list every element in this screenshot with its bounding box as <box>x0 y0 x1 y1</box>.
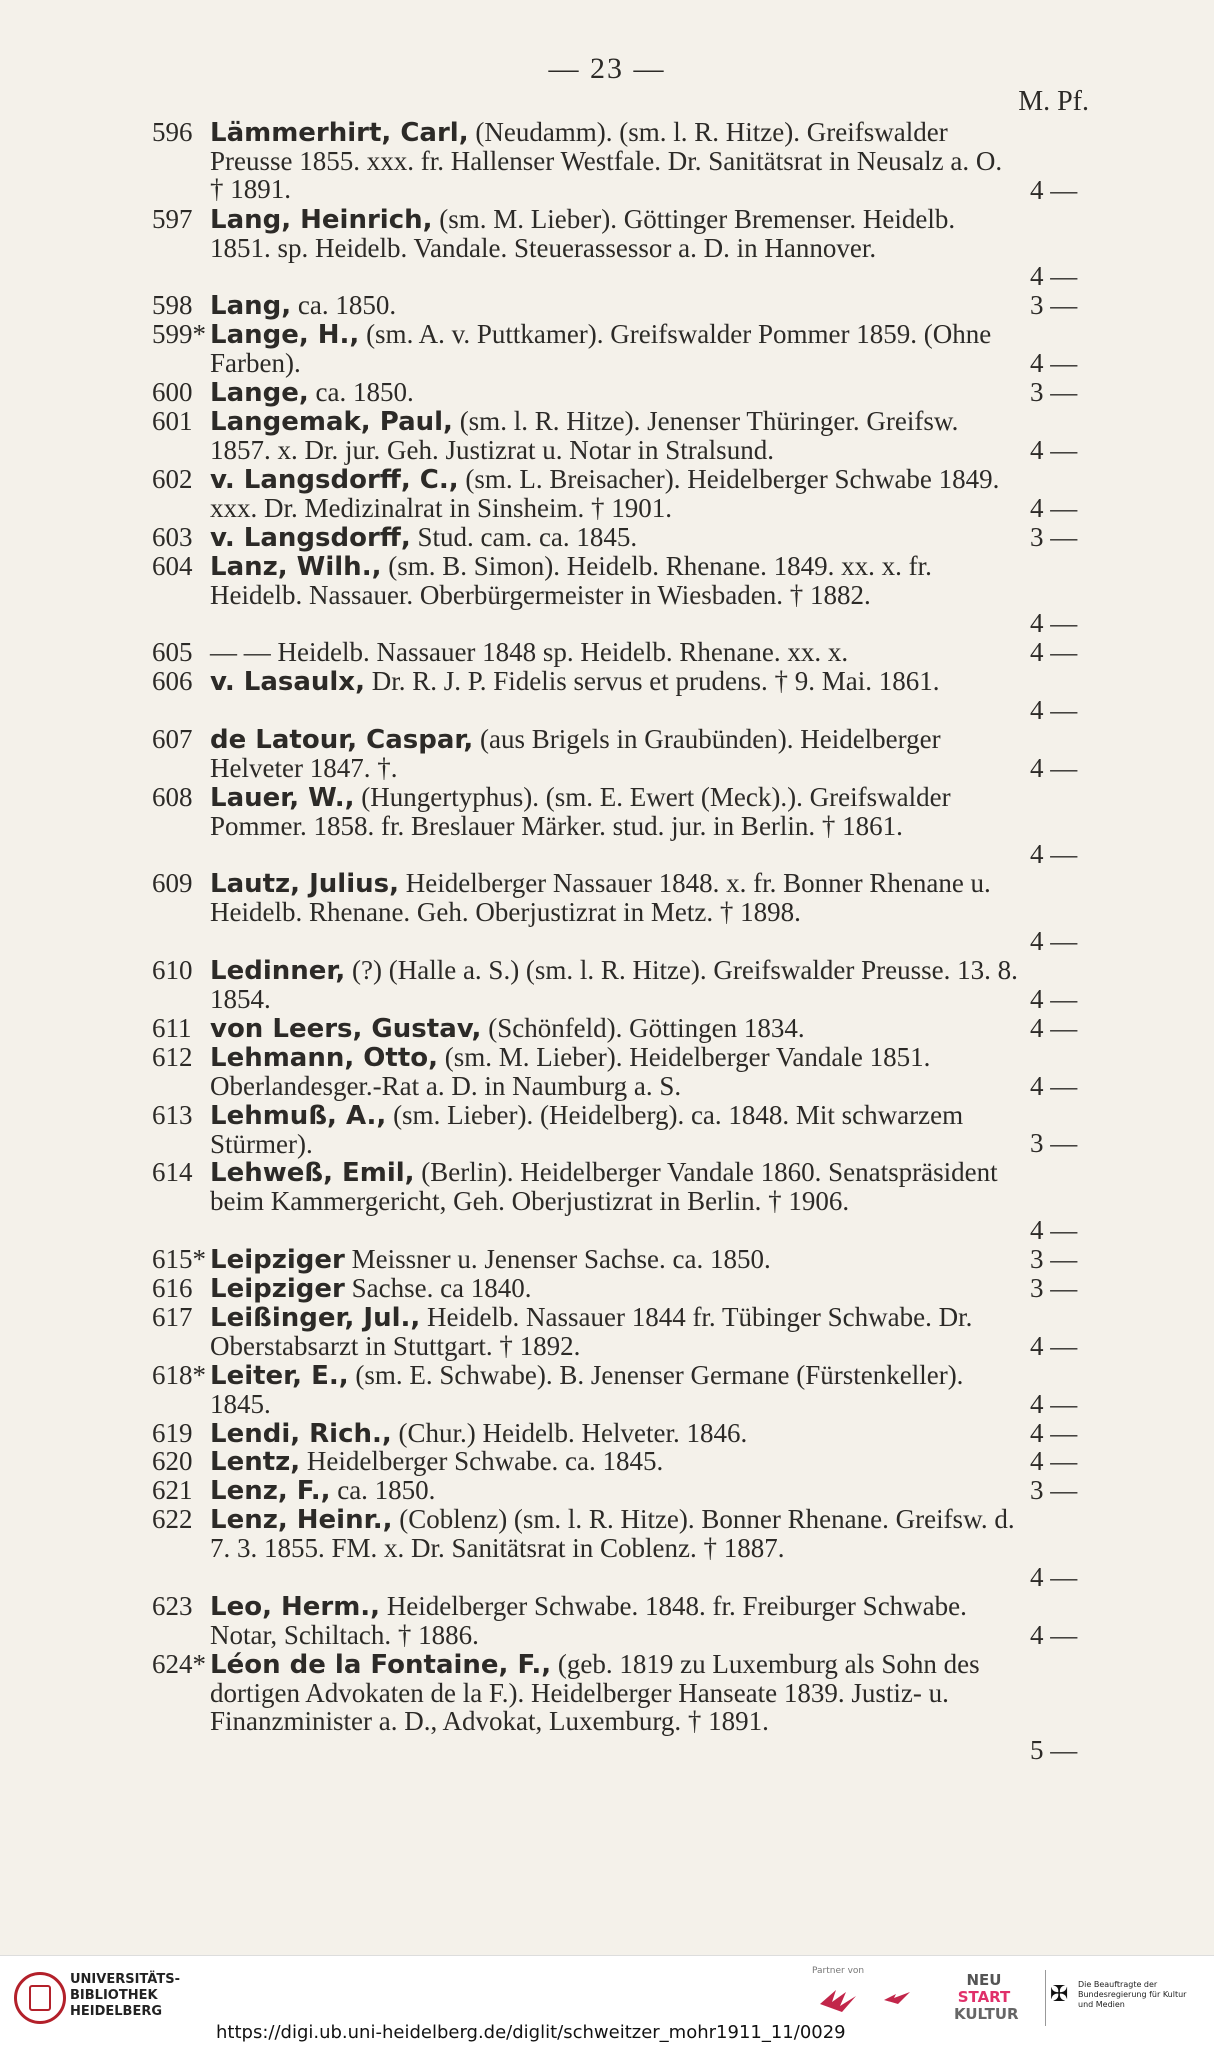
entry-price: 3 — <box>1030 1475 1078 1506</box>
uni-logo-line: BIBLIOTHEK <box>70 1988 158 2003</box>
entry-name: Lanz, Wilh., <box>210 551 382 582</box>
entry-name: Lehmuß, A., <box>210 1100 387 1131</box>
entry-description: Heidelb. Nassauer 1844 fr. Tübinger Schwabe. Dr. Oberstabsarzt in Stuttgart. † 1892. <box>210 1301 973 1361</box>
entry-price: 3 — <box>1030 1273 1078 1303</box>
entry-description: Heidelberger Nassauer 1848. x. fr. Bonner Rhenane u. Heidelb. Rhenane. Geh. Oberjustizrat in Metz. † 1898. <box>210 868 991 928</box>
entry-text <box>210 1245 1020 1274</box>
neustart-kultur-logo <box>954 1971 1019 2023</box>
entry-price: 4 — <box>1030 348 1078 379</box>
entry-text <box>210 205 1020 262</box>
entry-number: 618* <box>152 1359 206 1390</box>
entry-price: 4 — <box>1030 492 1078 523</box>
entry-text <box>210 291 1020 320</box>
entry-name: Lämmerhirt, Carl, <box>210 118 469 148</box>
entry-text <box>210 783 1020 840</box>
entry-number: 600 <box>152 377 193 408</box>
entry-text <box>210 725 1020 782</box>
entry-description: (geb. 1819 zu Luxemburg als Sohn des dortigen Advokaten de la F.). Heidelberger Hanseate 1839. Justiz- u. Finanzminister a. D., Advokat, Luxemburg. † 1891. <box>210 1648 980 1736</box>
entry-number: 624* <box>152 1648 206 1679</box>
entry-description: (sm. Lieber). (Heidelberg). ca. 1848. Mit schwarzem Stürmer). <box>210 1099 964 1159</box>
uni-logo-line: HEIDELBERG <box>70 2004 163 2019</box>
entry-name: Lenz, Heinr., <box>210 1505 393 1536</box>
entry-text <box>210 1447 1020 1476</box>
entry-text <box>210 1101 1020 1158</box>
entry-price: 4 — <box>1030 1619 1078 1650</box>
entry-description: (?) (Halle a. S.) (sm. l. R. Hitze). Greifswalder Preusse. 13. 8. 1854. <box>210 955 1018 1015</box>
entry-number: 596 <box>152 117 193 147</box>
entry-description: (sm. M. Lieber). Heidelberger Vandale 1851. Oberlandesger.-Rat a. D. in Naumburg a. S. <box>210 1041 931 1101</box>
entry-price: 3 — <box>1030 377 1078 408</box>
entry-name: Léon de la Fontaine, F., <box>210 1649 552 1680</box>
entry-text <box>210 465 1020 522</box>
entry-description: (sm. M. Lieber). Göttinger Bremenser. Heidelb. 1851. sp. Heidelb. Vandale. Steuerassessor a. D. in Hannover. <box>210 203 956 263</box>
entry-number: 612 <box>152 1041 193 1072</box>
entry-price: 4 — <box>1030 1330 1078 1361</box>
entry-number: 601 <box>152 406 193 436</box>
entry-description: (Schönfeld). Göttingen 1834. <box>488 1012 805 1043</box>
entry-description: Dr. R. J. P. Fidelis servus et prudens. † 9. Mai. 1861. <box>371 666 940 697</box>
entry-name: Leipziger <box>210 1245 345 1276</box>
entry-number: 607 <box>152 723 193 754</box>
entry-number: 608 <box>152 781 193 812</box>
entry-name: Lentz, <box>210 1447 301 1478</box>
entry-description: (sm. E. Schwabe). B. Jenenser Germane (Fürstenkeller). 1845. <box>210 1359 964 1419</box>
entry-number: 597 <box>152 203 193 234</box>
entry-number: 610 <box>152 955 193 986</box>
entry-text <box>210 638 1020 667</box>
entry-name: v. Langsdorff, <box>210 522 411 553</box>
entry-number: 623 <box>152 1590 193 1621</box>
entry-name: Leiter, E., <box>210 1360 349 1391</box>
entry-text <box>210 667 1020 696</box>
entry-description: Sachse. ca 1840. <box>351 1273 532 1303</box>
entry-text <box>210 118 1020 203</box>
entry-price: 4 — <box>1030 752 1078 783</box>
entry-text <box>210 1158 1020 1215</box>
entry-name: Lendi, Rich., <box>210 1418 392 1449</box>
entry-name: Lauer, W., <box>210 782 355 813</box>
entry-price: 4 — <box>1030 261 1078 292</box>
entry-number: 621 <box>152 1475 193 1506</box>
entry-price: 4 — <box>1030 983 1078 1014</box>
entry-price: 3 — <box>1030 521 1078 552</box>
uni-logo-line: UNIVERSITÄTS- <box>70 1972 180 1987</box>
entry-number: 609 <box>152 868 193 899</box>
entry-price: 4 — <box>1030 1417 1078 1448</box>
entry-description: (Berlin). Heidelberger Vandale 1860. Senatspräsident beim Kammergericht, Geh. Oberjustizrat in Berlin. † 1906. <box>210 1157 998 1217</box>
partner-label: Partner von <box>812 1966 865 1976</box>
entry-name: Lautz, Julius, <box>210 869 399 900</box>
entry-description: Meissner u. Jenenser Sachse. ca. 1850. <box>351 1244 771 1275</box>
entry-text <box>210 523 1020 552</box>
page-number: — 23 — <box>548 52 666 85</box>
entry-price: 4 — <box>1030 608 1078 639</box>
entry-description: (Neudamm). (sm. l. R. Hitze). Greifswalder Preusse 1855. xxx. fr. Hallenser Westfale. Dr. Sanitätsrat in Neusalz a. O. † 1891. <box>210 117 1003 204</box>
entry-description: (Hungertyphus). (sm. E. Ewert (Meck).). Greifswalder Pommer. 1858. fr. Breslauer Märker. stud. jur. in Berlin. † 1861. <box>210 781 951 841</box>
entry-name: Leo, Herm., <box>210 1591 381 1622</box>
neustart-line: NEU <box>966 1971 1002 1989</box>
entry-number: 604 <box>152 550 193 581</box>
entry-description: (sm. A. v. Puttkamer). Greifswalder Pommer 1859. (Ohne Farben). <box>210 319 992 379</box>
neustart-line: START <box>957 1988 1011 2006</box>
entry-number: 598 <box>152 290 193 321</box>
entry-description: Heidelberger Schwabe. ca. 1845. <box>306 1446 664 1477</box>
entry-number: 602 <box>152 463 193 494</box>
divider <box>1045 1970 1046 2026</box>
entry-number: 599* <box>152 319 206 350</box>
entry-text <box>210 1014 1020 1043</box>
entry-price: 4 — <box>1030 1388 1078 1419</box>
price-column-header: M. Pf. <box>1018 86 1089 117</box>
entry-description: (Coblenz) (sm. l. R. Hitze). Bonner Rhenane. Greifsw. d. 7. 3. 1855. FM. x. Dr. Sanitätsrat in Coblenz. † 1887. <box>210 1504 1015 1564</box>
entry-description: (aus Brigels in Graubünden). Heidelberger Helveter 1847. †. <box>210 723 941 783</box>
university-seal-icon <box>14 1972 66 2024</box>
entry-price: 4 — <box>1030 1446 1078 1477</box>
source-url[interactable]: https://digi.ub.uni-heidelberg.de/diglit/schweitzer_mohr1911_11/0029 <box>212 2022 850 2043</box>
federal-eagle-icon: ✠ <box>1050 1982 1069 2007</box>
entry-number: 615* <box>152 1244 206 1275</box>
entry-name: Leißinger, Jul., <box>210 1302 421 1333</box>
entry-name: Lange, <box>210 378 309 409</box>
bkm-logo-text: Die Beauftragte der Bundesregierung für Kultur und Medien <box>1078 1980 1187 2009</box>
entry-text <box>210 1043 1020 1100</box>
entry-text <box>210 1361 1020 1418</box>
entry-name: Leipziger <box>210 1274 345 1304</box>
entry-text <box>210 1476 1020 1505</box>
entry-number: 614 <box>152 1157 193 1188</box>
entry-price: 4 — <box>1030 174 1078 205</box>
entry-name: Lang, <box>210 291 292 322</box>
entry-number: 611 <box>152 1012 192 1043</box>
entry-description: — — Heidelb. Nassauer 1848 sp. Heidelb. Rhenane. xx. x. <box>210 637 849 668</box>
entry-price: 4 — <box>1030 694 1078 725</box>
entry-text <box>210 869 1020 926</box>
entry-number: 617 <box>152 1301 193 1332</box>
entry-price: 4 — <box>1030 926 1078 957</box>
entry-description: (sm. L. Breisacher). Heidelberger Schwabe 1849. xxx. Dr. Medizinalrat in Sinsheim. † 1901. <box>210 463 1000 523</box>
entry-name: Langemak, Paul, <box>210 407 453 437</box>
partner-bird-icon <box>880 1984 916 2014</box>
entry-text <box>210 378 1020 407</box>
entry-description: Stud. cam. ca. 1845. <box>417 521 638 552</box>
entry-text <box>210 1650 1020 1735</box>
entry-name: de Latour, Caspar, <box>210 724 474 755</box>
entry-text <box>210 1419 1020 1448</box>
entry-text <box>210 320 1020 377</box>
entry-name: v. Langsdorff, C., <box>210 464 459 495</box>
entry-price: 4 — <box>1030 1070 1078 1101</box>
entry-text <box>210 407 1020 464</box>
entry-price: 4 — <box>1030 434 1078 465</box>
entry-text <box>210 1303 1020 1360</box>
entry-price: 5 — <box>1030 1735 1078 1766</box>
entry-name: v. Lasaulx, <box>210 667 365 698</box>
entry-price: 3 — <box>1030 1128 1078 1159</box>
entry-price: 4 — <box>1030 839 1078 870</box>
entry-number: 622 <box>152 1504 193 1535</box>
entry-description: ca. 1850. <box>297 290 397 321</box>
entry-name: Lang, Heinrich, <box>210 204 433 235</box>
entry-description: (sm. l. R. Hitze). Jenenser Thüringer. Greifsw. 1857. x. Dr. jur. Geh. Justizrat u. Notar in Stralsund. <box>210 406 959 465</box>
entry-name: Ledinner, <box>210 956 346 987</box>
entry-name: Lehmann, Otto, <box>210 1042 438 1073</box>
entry-number: 603 <box>152 521 193 552</box>
entry-description: (Chur.) Heidelb. Helveter. 1846. <box>398 1417 748 1448</box>
entry-description: (sm. B. Simon). Heidelb. Rhenane. 1849. xx. x. fr. Heidelb. Nassauer. Oberbürgermeister in Wiesbaden. † 1882. <box>210 550 932 610</box>
entry-text <box>210 552 1020 609</box>
entry-name: von Leers, Gustav, <box>210 1013 482 1044</box>
entry-number: 613 <box>152 1099 193 1130</box>
university-library-logo[interactable] <box>70 1972 180 2020</box>
entry-price: 4 — <box>1030 1012 1078 1043</box>
entry-text <box>210 1505 1020 1562</box>
entry-number: 616 <box>152 1273 193 1303</box>
entry-price: 4 — <box>1030 1561 1078 1592</box>
entry-price: 4 — <box>1030 1215 1078 1246</box>
entry-name: Lange, H., <box>210 320 360 351</box>
entry-text <box>210 956 1020 1013</box>
entry-number: 605 <box>152 637 193 668</box>
entry-price: 3 — <box>1030 1244 1078 1275</box>
entry-number: 620 <box>152 1446 193 1477</box>
entry-number: 606 <box>152 666 193 697</box>
entry-text <box>210 1274 1020 1303</box>
entry-price: 4 — <box>1030 637 1078 668</box>
neustart-line: KULTUR <box>954 2005 1019 2023</box>
entry-description: Heidelberger Schwabe. 1848. fr. Freiburger Schwabe. Notar, Schiltach. † 1886. <box>210 1590 967 1650</box>
entry-number: 619 <box>152 1417 193 1448</box>
entry-name: Lenz, F., <box>210 1476 331 1507</box>
entry-text <box>210 1592 1020 1649</box>
entry-price: 3 — <box>1030 290 1078 321</box>
entry-description: ca. 1850. <box>337 1475 436 1506</box>
entry-description: ca. 1850. <box>315 377 414 408</box>
ddb-logo-icon <box>816 1984 866 2018</box>
entry-name: Lehweß, Emil, <box>210 1158 415 1189</box>
